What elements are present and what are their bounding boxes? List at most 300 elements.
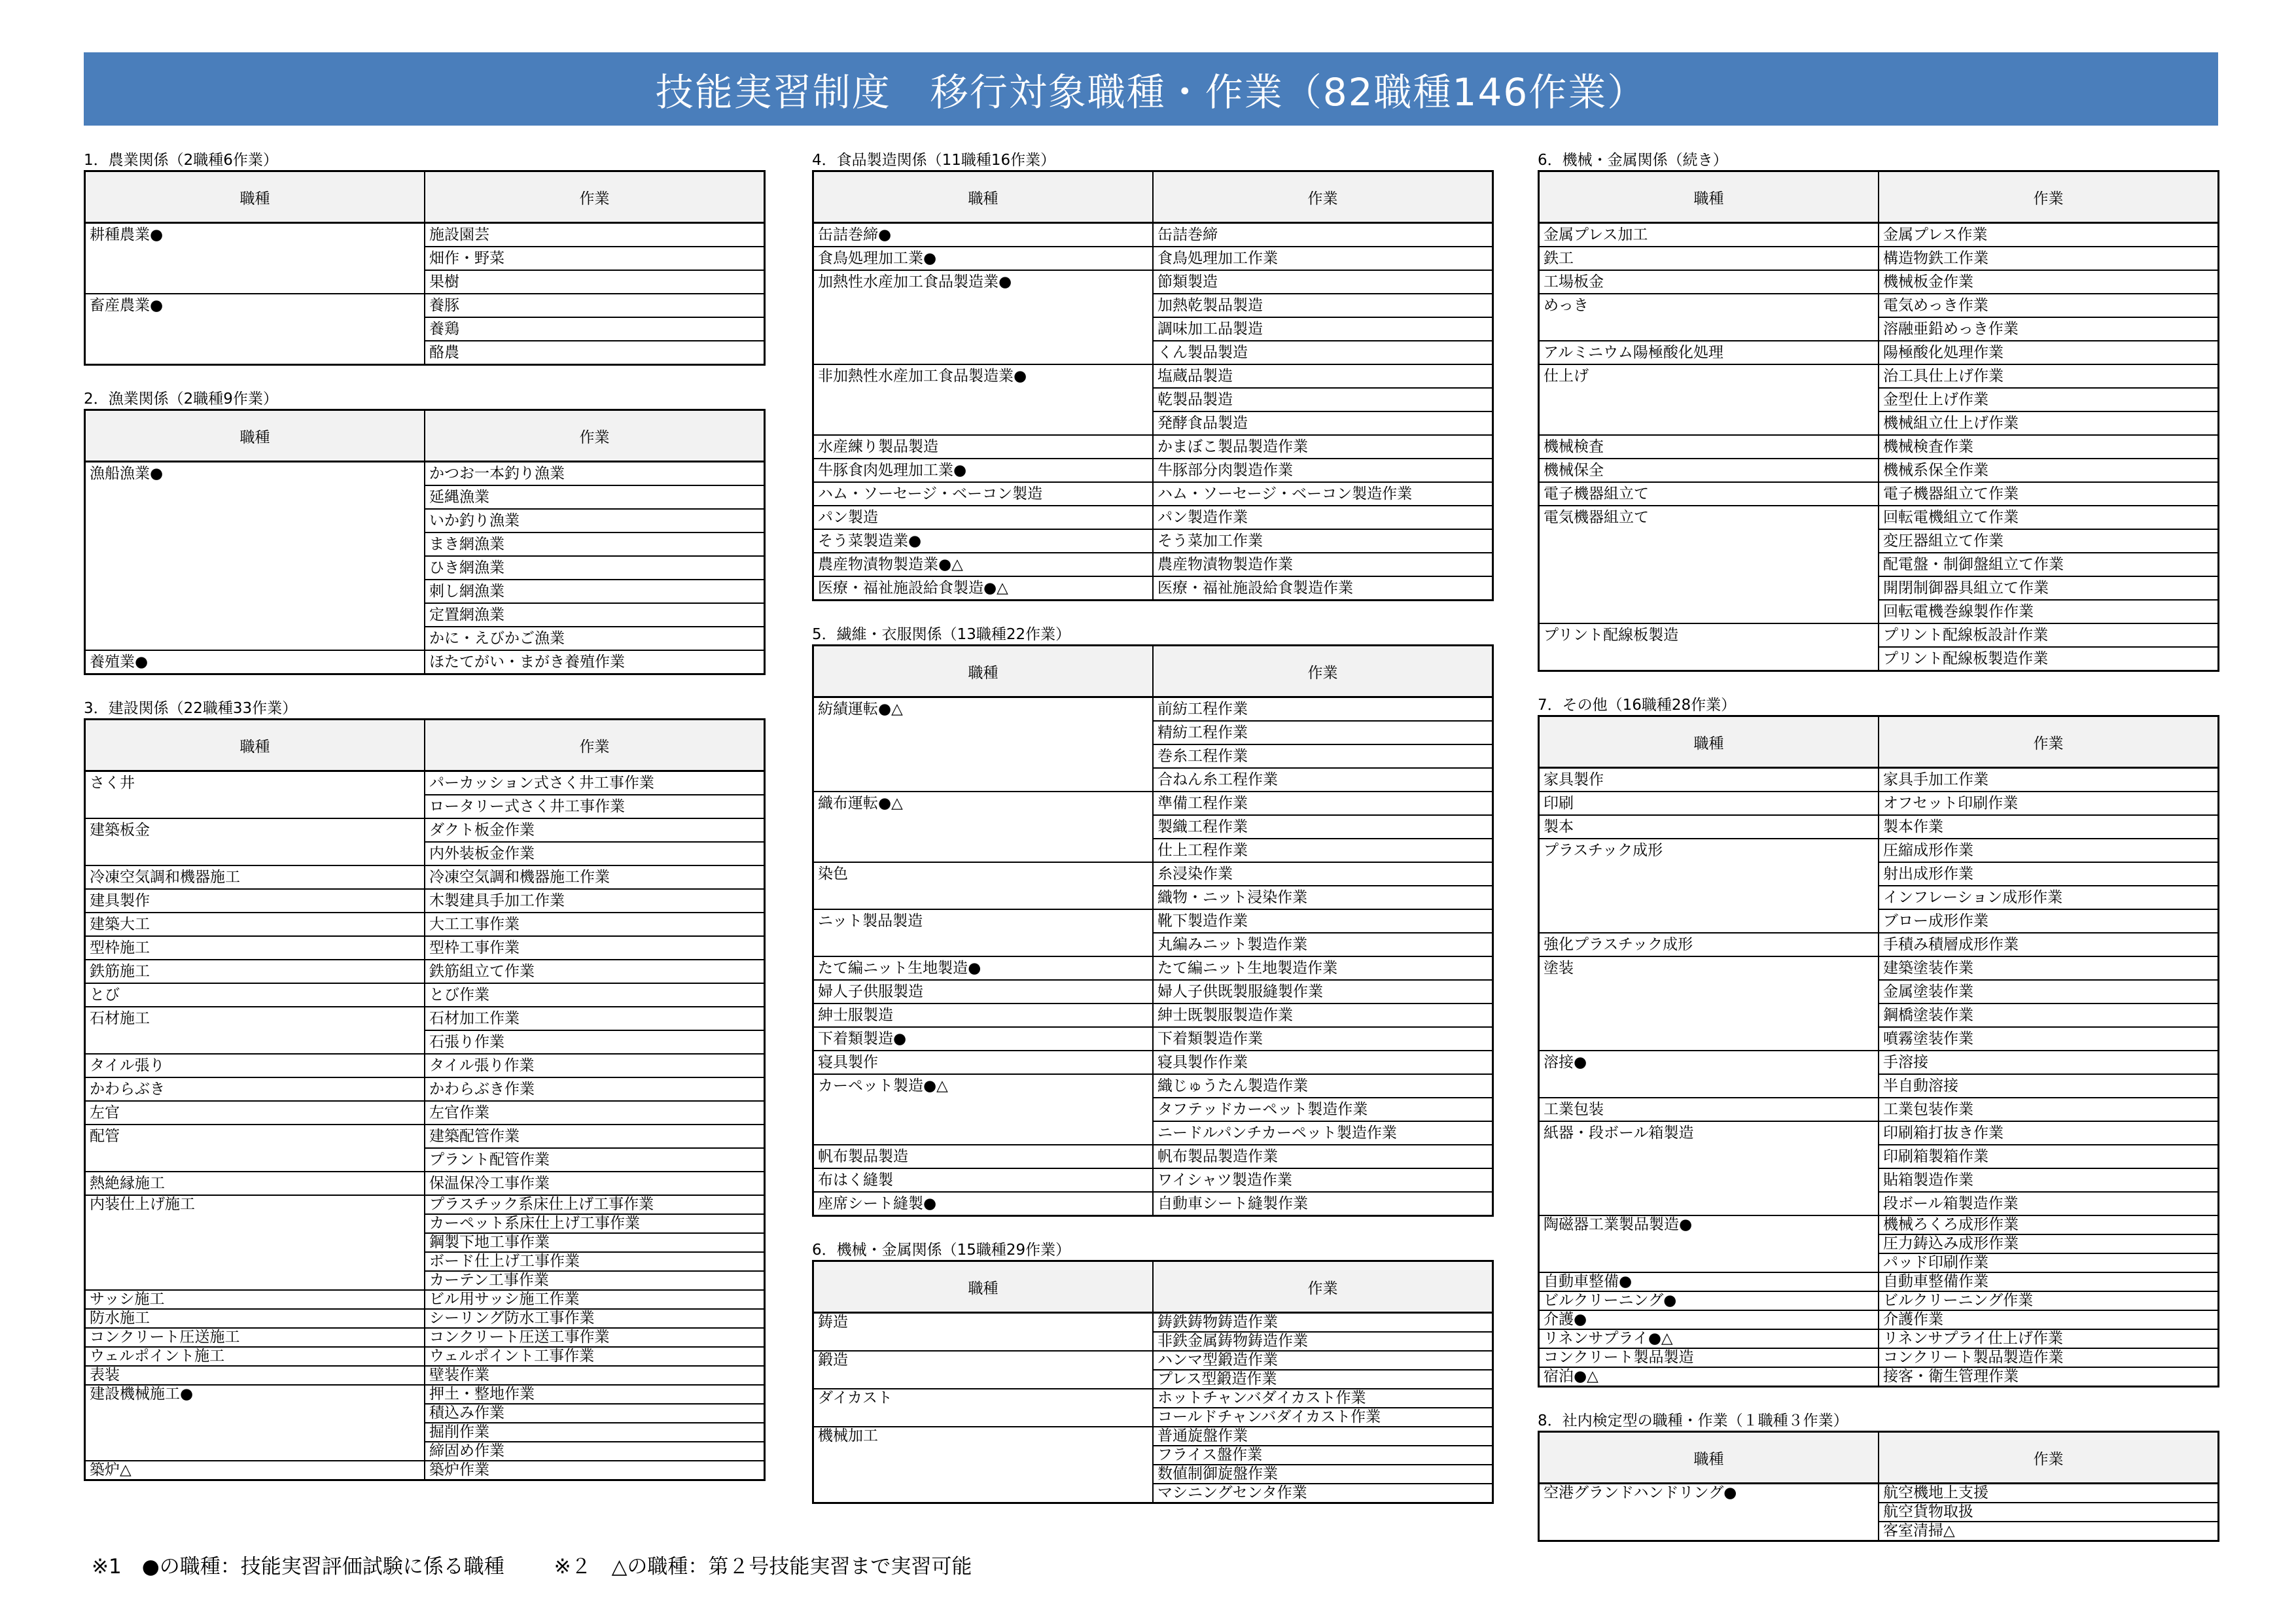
table-row [1539,1329,2219,1348]
job-table [1538,1431,2219,1542]
column-middle [812,150,1494,1527]
task-cell: とび作業 [425,983,765,1007]
task-cell: 缶詰巻締 [1153,223,1493,247]
section [84,389,766,675]
table-row [85,1007,765,1030]
task-cell: 変圧器組立て作業 [1879,529,2219,553]
occupation-cell: 石材施工 [85,1007,425,1054]
task-cell: 寝具製作作業 [1153,1051,1493,1074]
occupation-cell: とび [85,983,425,1007]
task-cell: マシニングセンタ作業 [1153,1484,1493,1503]
occupation-cell: プラスチック成形 [1539,839,1879,933]
task-cell: 施設園芸 [425,223,765,247]
occupation-cell: さく井 [85,771,425,819]
occupation-cell: 防水施工 [85,1309,425,1328]
occupation-cell: 熱絶縁施工 [85,1172,425,1195]
table-row [1539,933,2219,956]
table-row [813,435,1493,459]
occupation-cell: 医療・福祉施設給食製造●△ [813,576,1154,601]
task-cell: ハンマ型鍛造作業 [1153,1351,1493,1370]
table-row [1539,1348,2219,1367]
task-cell: 機械系保全作業 [1879,459,2219,482]
occupation-cell: そう菜製造業● [813,529,1154,553]
occupation-header: 職種 [813,1261,1154,1313]
occupation-cell: たて編ニット生地製造● [813,956,1154,980]
occupation-cell: 内装仕上げ施工 [85,1195,425,1290]
table-row [1539,364,2219,388]
task-cell: 織じゅうたん製造作業 [1153,1074,1493,1098]
occupation-cell: 非加熱性水産加工食品製造業● [813,364,1154,435]
occupation-cell: 金属プレス加工 [1539,223,1879,247]
task-cell: 噴霧塗装作業 [1879,1027,2219,1051]
task-cell: プレス型鍛造作業 [1153,1370,1493,1389]
task-cell: 客室清掃△ [1879,1522,2219,1541]
table-row [813,862,1493,886]
task-cell: かまぼこ製品製造作業 [1153,435,1493,459]
task-cell: くん製品製造 [1153,341,1493,364]
table-row [813,506,1493,529]
task-header: 作業 [1153,1261,1493,1313]
occupation-cell: リネンサプライ●△ [1539,1329,1879,1348]
section-title: 3．建設関係（22職種33作業） [84,700,298,717]
task-cell: 乾製品製造 [1153,388,1493,411]
table-row [1539,839,2219,862]
column-right [1538,150,2219,1565]
task-cell: 石張り作業 [425,1030,765,1054]
task-cell: 鋼橋塗装作業 [1879,1003,2219,1027]
task-cell: ニードルパンチカーペット製造作業 [1153,1121,1493,1145]
table-row [813,1427,1493,1446]
occupation-header: 職種 [813,646,1154,697]
task-cell: カーペット系床仕上げ工事作業 [425,1214,765,1233]
occupation-header: 職種 [1539,716,1879,768]
task-cell: 靴下製造作業 [1153,909,1493,933]
task-cell: 回転電機巻線製作作業 [1879,600,2219,623]
occupation-cell: 加熱性水産加工食品製造業● [813,270,1154,364]
task-cell: 医療・福祉施設給食製造作業 [1153,576,1493,601]
job-table [84,718,766,1481]
task-cell: リネンサプライ仕上げ作業 [1879,1329,2219,1348]
table-row [85,983,765,1007]
occupation-cell: 工場板金 [1539,270,1879,294]
task-cell: 機械検査作業 [1879,435,2219,459]
table-row [1539,1098,2219,1121]
task-cell: 木製建具手加工作業 [425,889,765,913]
task-cell: コンクリート圧送工事作業 [425,1328,765,1347]
table-row [1539,1272,2219,1291]
occupation-cell: サッシ施工 [85,1290,425,1309]
occupation-cell: 缶詰巻締● [813,223,1154,247]
task-cell: 圧力鋳込み成形作業 [1879,1234,2219,1253]
task-cell: ハム・ソーセージ・ベーコン製造作業 [1153,482,1493,506]
table-row [813,482,1493,506]
table-row [813,576,1493,601]
task-cell: ビルクリーニング作業 [1879,1291,2219,1310]
task-cell: 下着類製造作業 [1153,1027,1493,1051]
section [1538,695,2219,1387]
job-table [84,170,766,366]
table-row [85,1328,765,1347]
occupation-cell: 建具製作 [85,889,425,913]
table-row [1539,247,2219,270]
table-row [1539,341,2219,364]
table-row [813,956,1493,980]
occupation-cell: 宿泊●△ [1539,1367,1879,1387]
task-cell: 自動車シート縫製作業 [1153,1192,1493,1216]
task-cell: 圧縮成形作業 [1879,839,2219,862]
occupation-cell: 下着類製造● [813,1027,1154,1051]
task-cell: 工業包装作業 [1879,1098,2219,1121]
section-title: 8．社内検定型の職種・作業（１職種３作業） [1538,1412,1848,1429]
table-row [1539,294,2219,317]
task-cell: かつお一本釣り漁業 [425,462,765,486]
task-cell: 織物・ニット浸染作業 [1153,886,1493,909]
occupation-header: 職種 [813,171,1154,223]
task-cell: 鋼製下地工事作業 [425,1233,765,1252]
occupation-cell: 陶磁器工業製品製造● [1539,1215,1879,1272]
table-row [85,1101,765,1125]
task-cell: オフセット印刷作業 [1879,792,2219,815]
table-row [85,865,765,889]
table-row [1539,956,2219,980]
occupation-header: 職種 [85,720,425,771]
task-header: 作業 [1879,1432,2219,1484]
task-cell: そう菜加工作業 [1153,529,1493,553]
table-row [813,364,1493,388]
table-row [1539,435,2219,459]
task-cell: 非鉄金属鋳物鋳造作業 [1153,1332,1493,1351]
task-cell: 家具手加工作業 [1879,768,2219,792]
occupation-cell: 仕上げ [1539,364,1879,435]
table-row [813,792,1493,815]
occupation-cell: 紡績運転●△ [813,697,1154,792]
occupation-cell: 家具製作 [1539,768,1879,792]
occupation-cell: 紙器・段ボール箱製造 [1539,1121,1879,1215]
task-cell: 巻糸工程作業 [1153,744,1493,768]
table-row [1539,1121,2219,1145]
task-cell: かわらぶき作業 [425,1077,765,1101]
occupation-cell: 印刷 [1539,792,1879,815]
table-row [1539,506,2219,529]
occupation-cell: アルミニウム陽極酸化処理 [1539,341,1879,364]
table-row [1539,792,2219,815]
task-cell: ワイシャツ製造作業 [1153,1168,1493,1192]
section-title: 6．機械・金属関係（15職種29作業） [812,1242,1071,1259]
task-cell: 食鳥処理加工作業 [1153,247,1493,270]
occupation-cell: 座席シート縫製● [813,1192,1154,1216]
page-title: 技能実習制度 移行対象職種・作業（82職種146作業） [655,70,1647,114]
table-row [1539,623,2219,647]
table-row [85,1125,765,1148]
task-cell: パッド印刷作業 [1879,1253,2219,1272]
table-row [1539,1215,2219,1234]
task-cell: ボード仕上げ工事作業 [425,1252,765,1271]
task-cell: 製織工程作業 [1153,815,1493,839]
section-title: 5．繊維・衣服関係（13職種22作業） [812,626,1071,643]
task-cell: 印刷箱打抜き作業 [1879,1121,2219,1145]
occupation-cell: 機械保全 [1539,459,1879,482]
task-cell: タフテッドカーペット製造作業 [1153,1098,1493,1121]
task-cell: 電気めっき作業 [1879,294,2219,317]
occupation-cell: 強化プラスチック成形 [1539,933,1879,956]
table-row [1539,482,2219,506]
occupation-cell: パン製造 [813,506,1154,529]
task-cell: 準備工程作業 [1153,792,1493,815]
table-row [85,1195,765,1214]
table-row [1539,459,2219,482]
task-cell: 前紡工程作業 [1153,697,1493,722]
table-row [813,270,1493,294]
table-row [1539,1051,2219,1074]
task-cell: フライス盤作業 [1153,1446,1493,1465]
task-cell: 内外装板金作業 [425,842,765,865]
table-row [85,818,765,842]
task-cell: 大工工事作業 [425,913,765,936]
task-cell: ビル用サッシ施工作業 [425,1290,765,1309]
table-row [813,1389,1493,1408]
task-cell: 帆布製品製造作業 [1153,1145,1493,1168]
task-cell: ほたてがい・まがき養殖作業 [425,650,765,674]
occupation-cell: 配管 [85,1125,425,1172]
table-row [1539,1484,2219,1503]
task-header: 作業 [1879,716,2219,768]
task-cell: 糸浸染作業 [1153,862,1493,886]
task-cell: 射出成形作業 [1879,862,2219,886]
task-cell: コンクリート製品製造作業 [1879,1348,2219,1367]
task-cell: 左官作業 [425,1101,765,1125]
section-title: 4．食品製造関係（11職種16作業） [812,152,1056,169]
occupation-cell: めっき [1539,294,1879,341]
occupation-header: 職種 [85,410,425,462]
task-cell: 数値制御旋盤作業 [1153,1465,1493,1484]
table-row [85,223,765,247]
task-cell: 配電盤・制御盤組立て作業 [1879,553,2219,576]
section-title: 6．機械・金属関係（続き） [1538,152,1728,169]
table-row [85,1461,765,1480]
occupation-cell: ニット製品製造 [813,909,1154,956]
occupation-cell: ウェルポイント施工 [85,1347,425,1366]
occupation-cell: 漁船漁業● [85,462,425,651]
occupation-cell: 水産練り製品製造 [813,435,1154,459]
occupation-cell: ビルクリーニング● [1539,1291,1879,1310]
table-row [1539,1310,2219,1329]
task-cell: シーリング防水工事作業 [425,1309,765,1328]
task-cell: 普通旋盤作業 [1153,1427,1493,1446]
task-cell: たて編ニット生地製造作業 [1153,956,1493,980]
occupation-cell: 婦人子供服製造 [813,980,1154,1003]
table-row [813,1027,1493,1051]
task-cell: 延縄漁業 [425,485,765,509]
table-row [813,247,1493,270]
table-row [85,1172,765,1195]
task-cell: 構造物鉄工作業 [1879,247,2219,270]
occupation-cell: 表装 [85,1366,425,1385]
table-row [85,771,765,795]
occupation-cell: 建築板金 [85,818,425,865]
task-cell: 型枠工事作業 [425,936,765,960]
table-row [1539,270,2219,294]
task-cell: 精紡工程作業 [1153,721,1493,744]
task-cell: 金属プレス作業 [1879,223,2219,247]
table-row [813,459,1493,482]
table-row [813,1192,1493,1216]
occupation-cell: 寝具製作 [813,1051,1154,1074]
task-cell: 紳士既製服製造作業 [1153,1003,1493,1027]
job-table [1538,715,2219,1387]
table-row [85,1077,765,1101]
occupation-header: 職種 [1539,171,1879,223]
occupation-cell: プリント配線板製造 [1539,623,1879,671]
column-left [84,150,766,1505]
section [812,150,1494,601]
table-row [813,697,1493,722]
occupation-cell: ダイカスト [813,1389,1154,1427]
table-row [813,1145,1493,1168]
task-cell: 建築塗装作業 [1879,956,2219,980]
occupation-cell: かわらぶき [85,1077,425,1101]
occupation-cell: 自動車整備● [1539,1272,1879,1291]
task-cell: 酪農 [425,341,765,365]
table-row [813,1351,1493,1370]
table-row [85,1385,765,1404]
footnote-1: ※1 ●の職種：技能実習評価試験に係る職種 [92,1555,504,1579]
section [1538,1411,2219,1542]
task-cell: 手溶接 [1879,1051,2219,1074]
task-cell: ウェルポイント工事作業 [425,1347,765,1366]
occupation-cell: 工業包装 [1539,1098,1879,1121]
occupation-cell: 鍛造 [813,1351,1154,1389]
section-title: 7．その他（16職種28作業） [1538,697,1737,714]
occupation-cell: 左官 [85,1101,425,1125]
occupation-cell: タイル張り [85,1054,425,1077]
task-cell: まき網漁業 [425,532,765,556]
task-cell: インフレーション成形作業 [1879,886,2219,909]
occupation-cell: 電子機器組立て [1539,482,1879,506]
table-row [85,650,765,674]
task-cell: 航空貨物取扱 [1879,1503,2219,1522]
table-row [813,223,1493,247]
task-cell: 接客・衛生管理作業 [1879,1367,2219,1387]
table-row [85,889,765,913]
table-row [85,1290,765,1309]
task-cell: 積込み作業 [425,1404,765,1423]
task-cell: プリント配線板製造作業 [1879,647,2219,671]
section [1538,150,2219,672]
task-cell: 丸編みニット製造作業 [1153,933,1493,956]
task-cell: 発酵食品製造 [1153,411,1493,435]
table-row [85,960,765,983]
task-cell: 養鶏 [425,317,765,341]
occupation-cell: 型枠施工 [85,936,425,960]
task-cell: 回転電機組立て作業 [1879,506,2219,529]
title-banner [84,52,2218,126]
section-title: 2．漁業関係（2職種9作業） [84,391,278,408]
occupation-cell: 冷凍空気調和機器施工 [85,865,425,889]
job-table [812,1260,1494,1504]
occupation-cell: 染色 [813,862,1154,909]
task-cell: 畑作・野菜 [425,247,765,270]
task-cell: プラスチック系床仕上げ工事作業 [425,1195,765,1214]
occupation-cell: 機械検査 [1539,435,1879,459]
task-cell: 段ボール箱製造作業 [1879,1192,2219,1215]
task-cell: 鉄筋組立て作業 [425,960,765,983]
table-row [85,913,765,936]
task-cell: 溶融亜鉛めっき作業 [1879,317,2219,341]
table-row [813,1051,1493,1074]
table-row [85,1366,765,1385]
table-row [813,980,1493,1003]
task-cell: かに・えびかご漁業 [425,627,765,650]
task-header: 作業 [1153,171,1493,223]
table-row [85,1054,765,1077]
occupation-cell: 鉄工 [1539,247,1879,270]
task-cell: 果樹 [425,270,765,294]
task-cell: プリント配線板設計作業 [1879,623,2219,647]
task-cell: 自動車整備作業 [1879,1272,2219,1291]
occupation-header: 職種 [85,171,425,223]
task-cell: 節類製造 [1153,270,1493,294]
occupation-cell: 農産物漬物製造業●△ [813,553,1154,576]
occupation-cell: 養殖業● [85,650,425,674]
task-cell: 押土・整地作業 [425,1385,765,1404]
task-cell: 刺し網漁業 [425,580,765,603]
table-row [813,1313,1493,1333]
task-cell: いか釣り漁業 [425,509,765,532]
task-cell: 保温保冷工事作業 [425,1172,765,1195]
task-cell: ひき網漁業 [425,556,765,580]
task-cell: 貼箱製造作業 [1879,1168,2219,1192]
occupation-cell: 空港グランドハンドリング● [1539,1484,1879,1541]
task-cell: 製本作業 [1879,815,2219,839]
occupation-cell: 鋳造 [813,1313,1154,1352]
task-cell: 調味加工品製造 [1153,317,1493,341]
table-row [1539,1367,2219,1387]
job-table [812,170,1494,601]
section [84,699,766,1481]
occupation-cell: ハム・ソーセージ・ベーコン製造 [813,482,1154,506]
task-cell: ホットチャンバダイカスト作業 [1153,1389,1493,1408]
task-cell: 電子機器組立て作業 [1879,482,2219,506]
task-cell: 婦人子供既製服縫製作業 [1153,980,1493,1003]
job-table [84,409,766,675]
task-cell: 仕上工程作業 [1153,839,1493,862]
occupation-cell: 介護● [1539,1310,1879,1329]
section [812,1240,1494,1504]
table-row [813,529,1493,553]
occupation-cell: コンクリート製品製造 [1539,1348,1879,1367]
task-cell: 機械ろくろ成形作業 [1879,1215,2219,1234]
task-cell: タイル張り作業 [425,1054,765,1077]
table-row [813,1003,1493,1027]
occupation-cell: 築炉△ [85,1461,425,1480]
occupation-cell: 建設機械施工● [85,1385,425,1461]
table-row [1539,815,2219,839]
task-cell: 半自動溶接 [1879,1074,2219,1098]
occupation-cell: 電気機器組立て [1539,506,1879,623]
task-header: 作業 [1153,646,1493,697]
task-header: 作業 [425,720,765,771]
occupation-header: 職種 [1539,1432,1879,1484]
occupation-cell: 塗装 [1539,956,1879,1051]
occupation-cell: 鉄筋施工 [85,960,425,983]
task-cell: 建築配管作業 [425,1125,765,1148]
table-row [813,909,1493,933]
task-cell: ロータリー式さく井工事作業 [425,795,765,818]
table-row [85,936,765,960]
task-cell: 塩蔵品製造 [1153,364,1493,388]
task-cell: ダクト板金作業 [425,818,765,842]
task-cell: 陽極酸化処理作業 [1879,341,2219,364]
